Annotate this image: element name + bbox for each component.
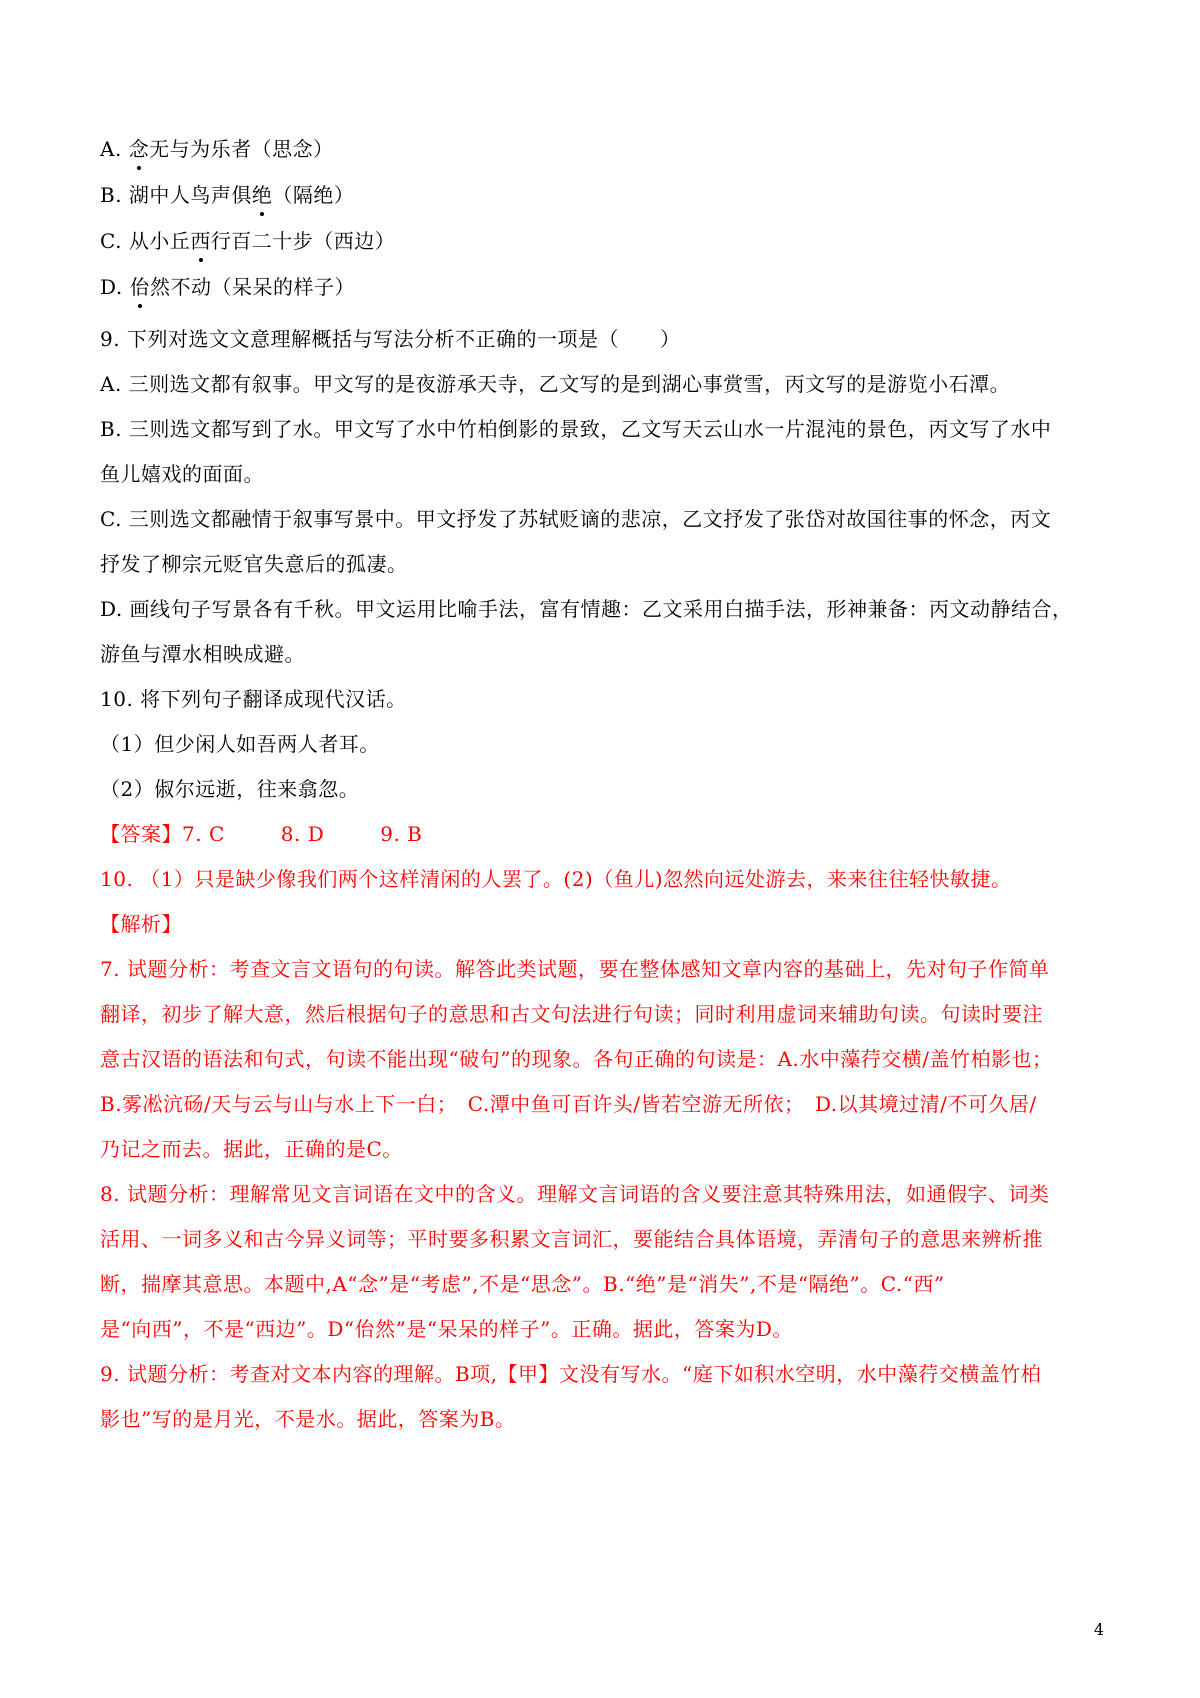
emphasis-char: 西	[190, 225, 211, 257]
answer-10: 10. （1）只是缺少像我们两个这样清闲的人罢了。(2)（鱼儿)忽然向远处游去，来来往往轻快敏捷。	[100, 867, 1012, 891]
answer-label: 【答案】	[100, 822, 182, 846]
q9-option-c-line1: C. 三则选文都融情于叙事写景中。甲文抒发了苏轼贬谪的悲凉，乙文抒发了张岱对故国往事的怀念，丙文	[100, 507, 1052, 531]
answer-9: 9. B	[380, 822, 423, 846]
q9-option-d-line1: D. 画线句子写景各有千秋。甲文运用比喻手法，富有情趣：乙文采用白描手法，形神兼备：丙文动静结合，	[100, 597, 1073, 621]
q9-option-a: A. 三则选文都有叙事。甲文写的是夜游承天寺，乙文写的是到湖心事赏雪，丙文写的是游览小石潭。	[100, 372, 1011, 396]
q8-options	[100, 133, 1102, 303]
q9-option-c-line2: 抒发了柳宗元贬官失意后的孤凄。	[100, 552, 408, 576]
q10-stem: 10. 将下列句子翻译成现代汉话。	[100, 687, 407, 711]
emphasis-char: 念	[129, 133, 150, 165]
answer-line	[100, 812, 1102, 857]
q10-sentence-1: （1）但少闲人如吾两人者耳。	[100, 732, 380, 756]
q9-option-b-line2: 鱼儿嬉戏的面面。	[100, 462, 264, 486]
emphasis-char: 佁	[130, 271, 151, 303]
q8-option-a: A. 念无与为乐者（思念）	[100, 133, 1102, 165]
answer-8: 8. D	[280, 822, 325, 846]
document-page	[100, 133, 1102, 1456]
emphasis-char: 绝	[252, 179, 273, 211]
analysis-7: 7. 试题分析：考查文言文语句的句读。解答此类试题，要在整体感知文章内容的基础上，先对句子作简单 翻译，初步了解大意，然后根据句子的意思和古文句法进行句读；同时利用虚词来辅助句读。句读时要注 意古汉语的语法和句式，句读不能出现“破句”的现象。各句正确的句读是：A.水中藻荇交横/盖竹柏影也； B.雾凇沆砀/天与云与山与水上下一白； C.潭中鱼可百许头/皆若空游无所依； D.以其境过清/不可久居/ 乃记之而去。据此，正确的是C。	[100, 957, 1053, 1161]
q9-option-b-line1: B. 三则选文都写到了水。甲文写了水中竹柏倒影的景致，乙文写天云山水一片混沌的景色，丙文写了水中	[100, 417, 1052, 441]
analysis-9: 9. 试题分析：考查对文本内容的理解。B项,【甲】文没有写水。“庭下如积水空明，水中藻荇交横盖竹柏 影也”写的是月光，不是水。据此，答案为B。	[100, 1362, 1042, 1431]
q8-option-c: C. 从小丘西行百二十步（西边）	[100, 225, 1102, 257]
question-9	[100, 317, 1102, 1442]
page-number: 4	[1093, 1620, 1104, 1639]
q8-option-b: B. 湖中人鸟声俱绝（隔绝）	[100, 179, 1102, 211]
analysis-8: 8. 试题分析：理解常见文言词语在文中的含义。理解文言词语的含义要注意其特殊用法，如通假字、词类 活用、一词多义和古今异义词等；平时要多积累文言词汇，要能结合具体语境，弄清句子的意思来辨析推 断，揣摩其意思。本题中,A“念”是“考虑”,不是“思念”。B.“绝”是“消失”,不是“隔绝”。C.“西” 是“向西”，不是“西边”。D“佁然”是“呆呆的样子”。正确。据此，答案为D。	[100, 1182, 1050, 1341]
answer-7: 7. C	[182, 822, 225, 846]
q10-sentence-2: （2）俶尔远逝，往来翕忽。	[100, 777, 360, 801]
q9-stem: 9. 下列对选文文意理解概括与写法分析不正确的一项是（ ）	[100, 327, 681, 351]
analysis-label: 【解析】	[100, 912, 182, 936]
q9-option-d-line2: 游鱼与潭水相映成避。	[100, 642, 305, 666]
q8-option-d: D. 佁然不动（呆呆的样子）	[100, 271, 1102, 303]
